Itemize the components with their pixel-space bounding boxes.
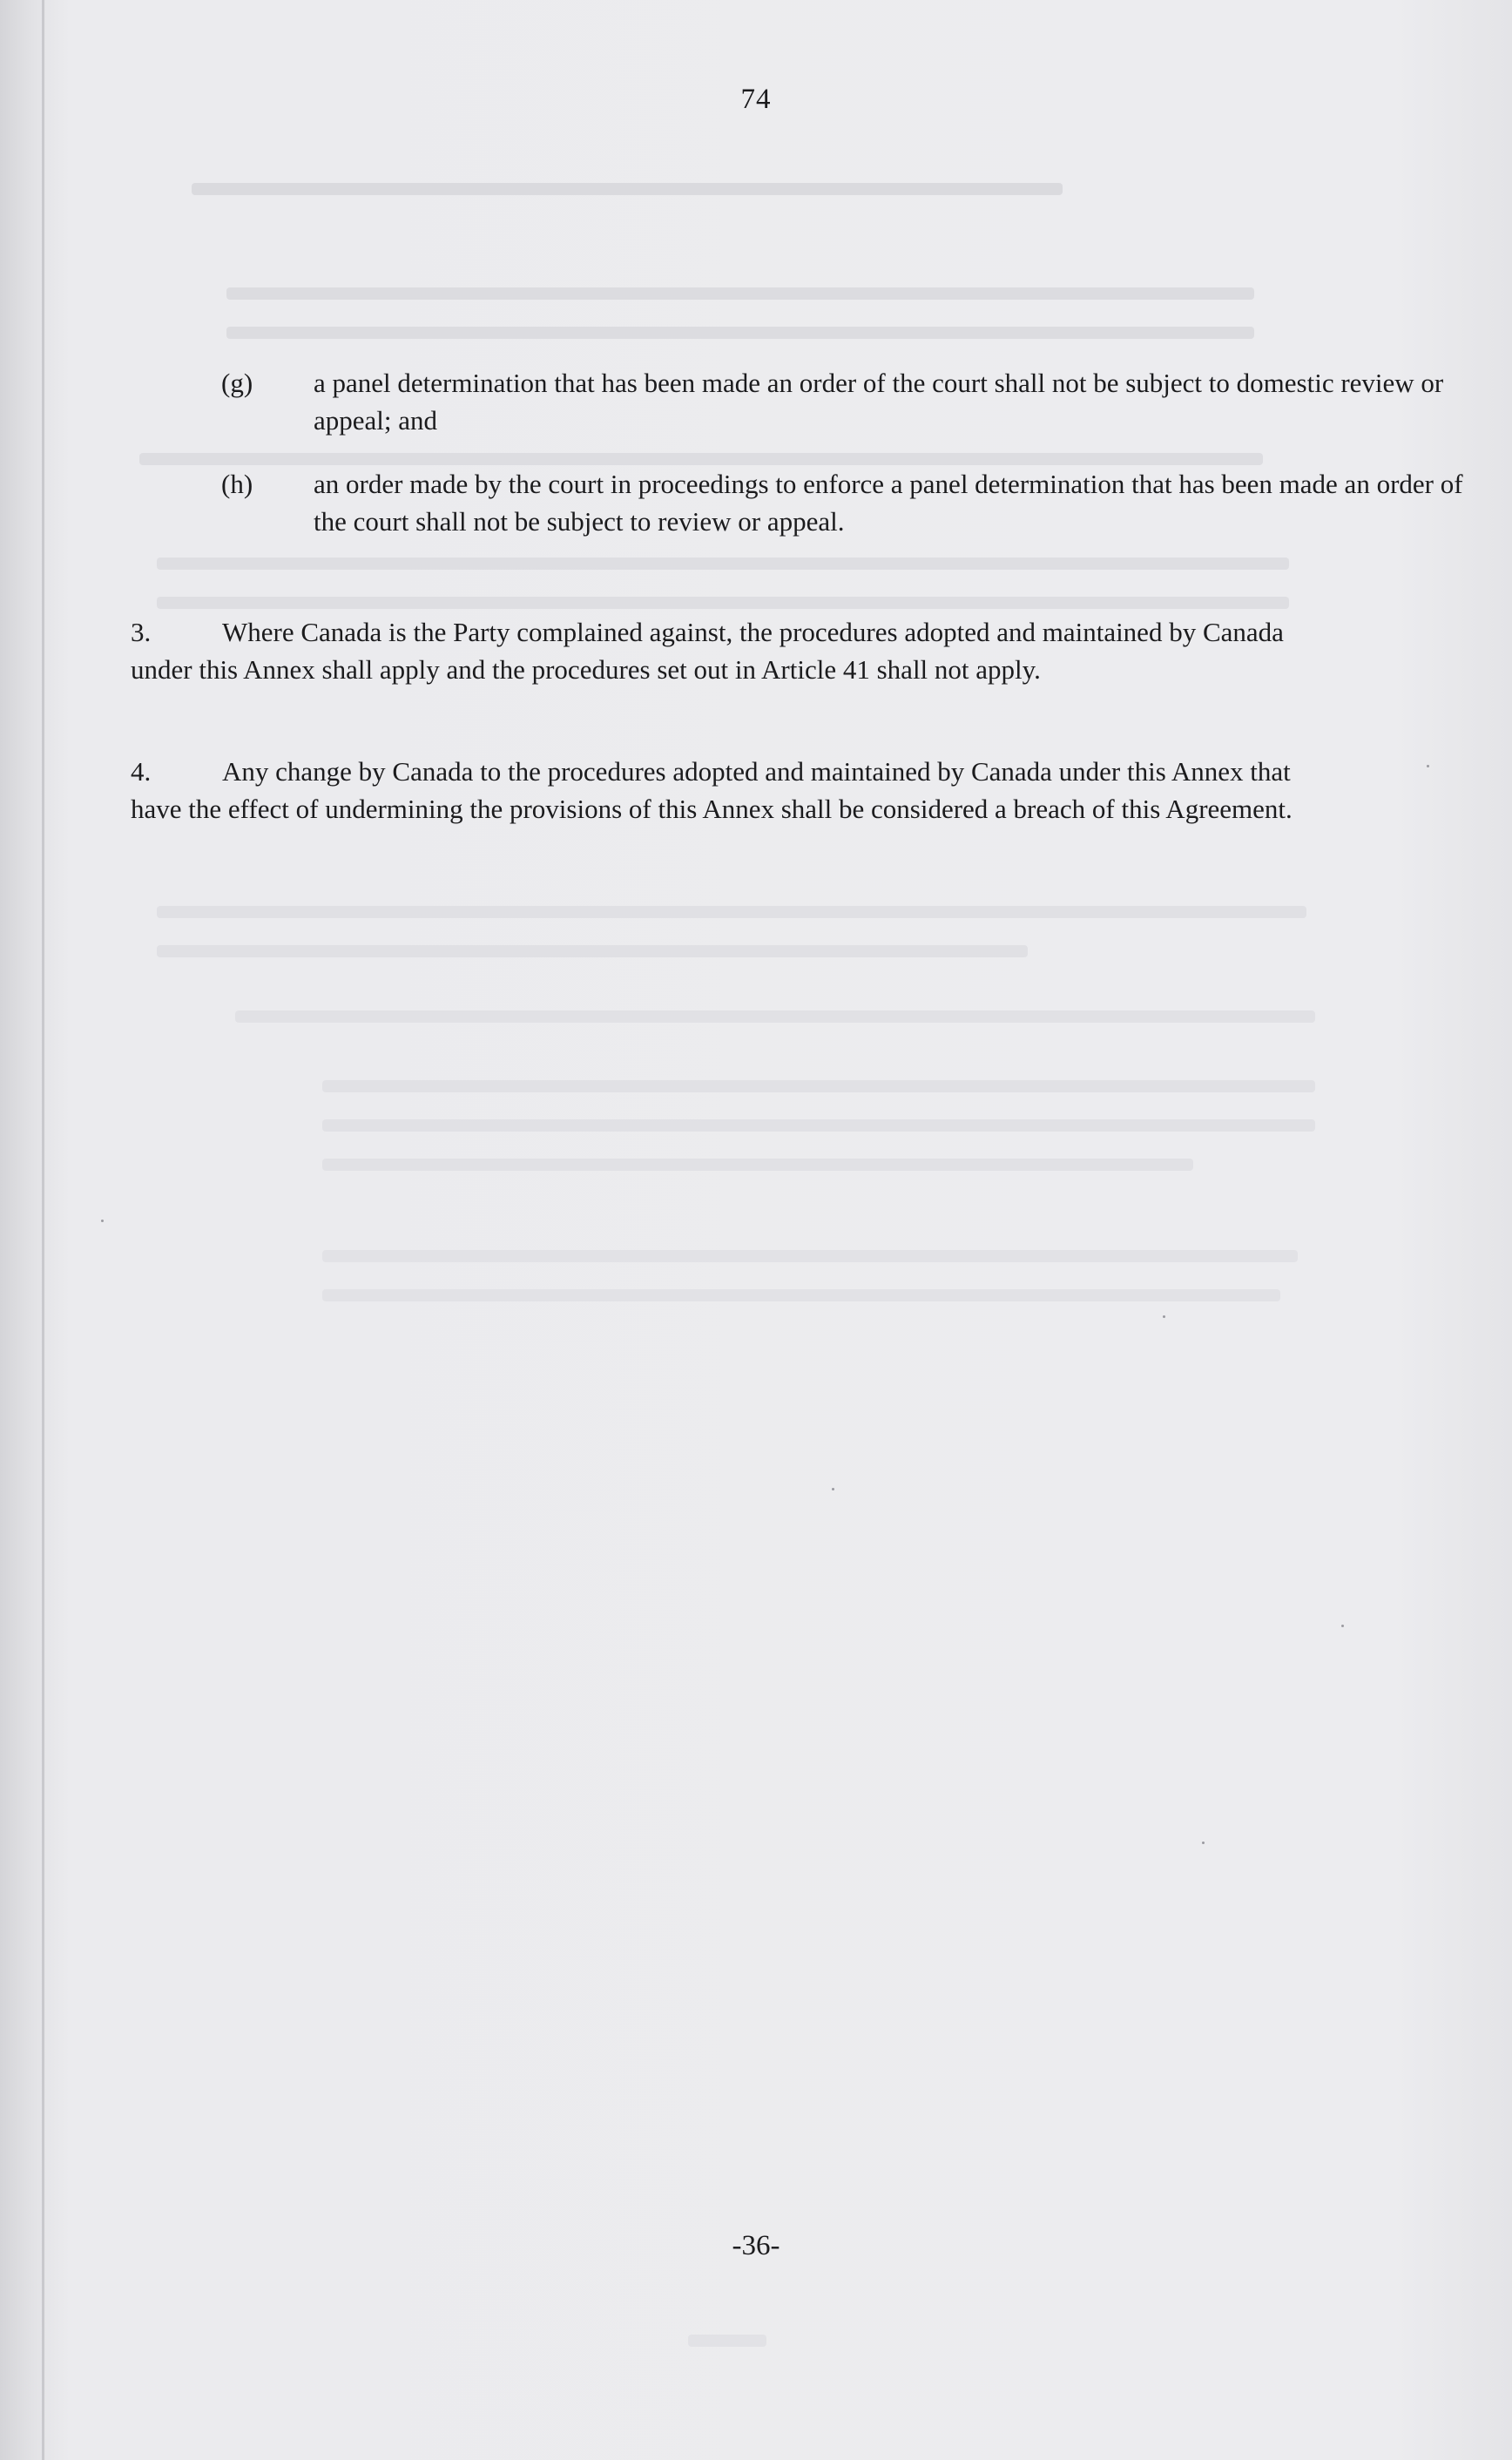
bleed-through-line bbox=[322, 1080, 1315, 1092]
bleed-through-line bbox=[157, 906, 1306, 918]
paragraph-3 bbox=[131, 613, 1306, 688]
page-number: 74 bbox=[740, 84, 772, 115]
paragraph-text: Where Canada is the Party complained against, the procedures adopted and maintained by Canada under this Annex shall apply and the procedures set out in Article 41 shall not apply. bbox=[131, 617, 1284, 685]
paragraph-text: Any change by Canada to the procedures adopted and maintained by Canada under this Annex that have the effect of undermining the provisions of this Annex shall be considered a breach of this Agreement. bbox=[131, 756, 1293, 824]
bleed-through-line bbox=[226, 327, 1254, 339]
list-item-g bbox=[221, 364, 1493, 439]
paragraph-4 bbox=[131, 753, 1306, 828]
bleed-through-line bbox=[322, 1289, 1280, 1301]
bleed-through-line bbox=[322, 1119, 1315, 1132]
bleed-through-line bbox=[235, 1010, 1315, 1023]
list-item-text: a panel determination that has been made an order of the court shall not be subject to domestic review or appeal; and bbox=[314, 368, 1444, 436]
paper-speck bbox=[101, 1220, 104, 1222]
paper-speck bbox=[832, 1488, 834, 1490]
paper-speck bbox=[1202, 1842, 1205, 1844]
bleed-through-line bbox=[157, 597, 1289, 609]
paragraph-number: 4. bbox=[131, 756, 152, 787]
paper-speck bbox=[1341, 1625, 1344, 1627]
list-item-label: (h) bbox=[221, 469, 253, 499]
bleed-through-line bbox=[322, 1250, 1298, 1262]
bleed-through-line bbox=[139, 453, 1263, 465]
bleed-through-line bbox=[157, 945, 1028, 957]
bleed-through-line bbox=[192, 183, 1063, 195]
bleed-through-line bbox=[688, 2335, 766, 2347]
list-item-text: an order made by the court in proceedings to enforce a panel determination that has been made an order of the court shall not be subject to review or appeal. bbox=[314, 469, 1463, 537]
footer-page-number: -36- bbox=[732, 2230, 780, 2261]
paragraph-number: 3. bbox=[131, 617, 152, 647]
paper-speck bbox=[1163, 1315, 1165, 1318]
paper-speck bbox=[1427, 765, 1429, 767]
bleed-through-line bbox=[322, 1159, 1193, 1171]
list-item-label: (g) bbox=[221, 368, 253, 398]
list-item-h bbox=[221, 465, 1493, 578]
binding-edge bbox=[42, 0, 44, 2460]
bleed-through-line bbox=[226, 287, 1254, 300]
